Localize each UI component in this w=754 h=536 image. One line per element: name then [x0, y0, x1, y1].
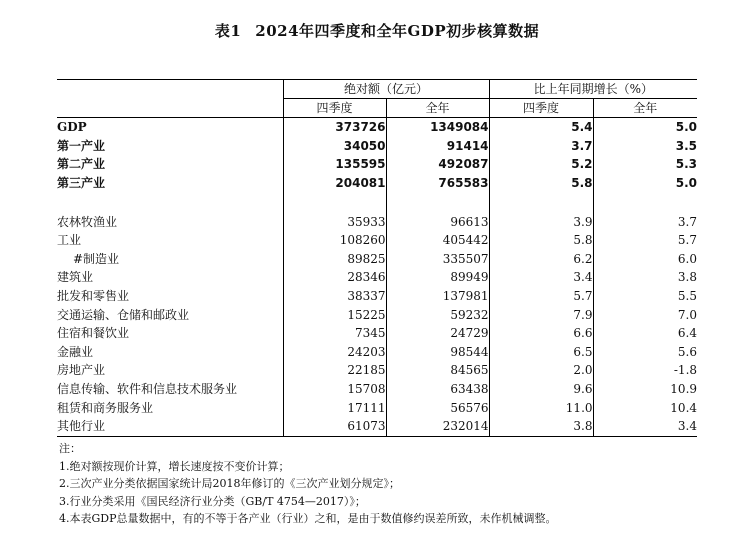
cell-growth-year: 10.4 — [593, 398, 697, 417]
cell-abs-q4: 135595 — [283, 155, 386, 174]
note-3: 3.行业分类采用《国民经济行业分类（GB/T 4754—2017）》； — [59, 494, 366, 508]
cell-abs-q4: 17111 — [283, 398, 386, 417]
table-row — [57, 287, 697, 306]
cell-growth-year: 5.6 — [593, 343, 697, 362]
cell-growth-year: 3.5 — [593, 137, 697, 156]
row-name: 住宿和餐饮业 — [57, 326, 130, 341]
table-row — [57, 380, 697, 399]
header-abs-year: 全年 — [386, 99, 489, 118]
cell-growth-year: 5.3 — [593, 155, 697, 174]
cell-growth-year: 7.0 — [593, 305, 697, 324]
table-row — [57, 324, 697, 343]
cell-abs-year: 84565 — [386, 361, 489, 380]
cell-abs-q4: 89825 — [283, 250, 386, 269]
header-growth-rate: 比上年同期增长（%） — [489, 80, 697, 99]
cell-growth-year: 5.7 — [593, 231, 697, 250]
table-title — [0, 20, 754, 41]
header-growth-year: 全年 — [593, 99, 697, 118]
spacer-cell — [593, 192, 697, 212]
cell-abs-year: 59232 — [386, 305, 489, 324]
note-2: 2.三次产业分类依据国家统计局2018年修订的《三次产业划分规定》； — [59, 477, 400, 490]
table-row — [57, 250, 697, 269]
cell-growth-year: 3.7 — [593, 212, 697, 231]
spacer-cell — [283, 192, 386, 212]
table-row — [57, 118, 697, 137]
header-corner-2 — [57, 99, 283, 118]
notes-label: 注： — [59, 442, 81, 455]
row-name: #制造业 — [73, 251, 120, 266]
table-row — [57, 398, 697, 417]
header-growth-q4: 四季度 — [489, 99, 593, 118]
header-abs-q4: 四季度 — [283, 99, 386, 118]
table-row — [57, 417, 697, 436]
cell-abs-year: 89949 — [386, 268, 489, 287]
cell-growth-q4: 3.9 — [489, 212, 593, 231]
table-row — [57, 305, 697, 324]
cell-growth-q4: 3.7 — [489, 137, 593, 156]
table-number: 表1 — [214, 22, 242, 40]
row-name: 农林牧渔业 — [57, 214, 118, 229]
cell-growth-q4: 5.8 — [489, 174, 593, 193]
table-row — [57, 212, 697, 231]
row-name: 建筑业 — [57, 270, 94, 285]
cell-abs-q4: 15708 — [283, 380, 386, 399]
cell-abs-year: 232014 — [386, 417, 489, 436]
cell-growth-q4: 6.5 — [489, 343, 593, 362]
table-row — [57, 361, 697, 380]
spacer-row — [57, 192, 697, 212]
cell-growth-q4: 9.6 — [489, 380, 593, 399]
cell-growth-year: 5.0 — [593, 174, 697, 193]
notes-section — [59, 440, 719, 528]
cell-growth-q4: 5.8 — [489, 231, 593, 250]
cell-growth-year: 3.8 — [593, 268, 697, 287]
cell-growth-year: 5.0 — [593, 118, 697, 137]
table-row — [57, 174, 697, 193]
cell-growth-year: 6.4 — [593, 324, 697, 343]
gdp-table — [57, 79, 697, 437]
spacer-cell — [57, 192, 283, 212]
cell-abs-q4: 204081 — [283, 174, 386, 193]
row-name: 其他行业 — [57, 417, 283, 436]
header-corner — [57, 80, 283, 99]
row-name: 第三产业 — [57, 176, 106, 191]
cell-growth-year: -1.8 — [593, 361, 697, 380]
cell-growth-q4: 5.7 — [489, 287, 593, 306]
cell-abs-q4: 28346 — [283, 268, 386, 287]
cell-abs-q4: 15225 — [283, 305, 386, 324]
row-name: 第一产业 — [57, 138, 106, 153]
cell-growth-q4: 3.8 — [489, 417, 593, 436]
cell-growth-q4: 6.6 — [489, 324, 593, 343]
cell-abs-year: 492087 — [386, 155, 489, 174]
table-title-text: 2024年四季度和全年GDP初步核算数据 — [255, 22, 540, 40]
row-name: 房地产业 — [57, 363, 106, 378]
row-name: 租赁和商务服务业 — [57, 400, 154, 415]
cell-abs-q4: 38337 — [283, 287, 386, 306]
row-name: 批发和零售业 — [57, 289, 130, 304]
cell-growth-q4: 7.9 — [489, 305, 593, 324]
cell-abs-year: 56576 — [386, 398, 489, 417]
cell-growth-year: 6.0 — [593, 250, 697, 269]
spacer-cell — [386, 192, 489, 212]
row-name: GDP — [57, 120, 87, 135]
cell-growth-q4: 11.0 — [489, 398, 593, 417]
cell-abs-year: 335507 — [386, 250, 489, 269]
cell-abs-year: 96613 — [386, 212, 489, 231]
row-name: 交通运输、仓储和邮政业 — [57, 307, 190, 322]
header-row-periods — [57, 99, 697, 118]
cell-abs-year: 98544 — [386, 343, 489, 362]
cell-abs-q4: 108260 — [283, 231, 386, 250]
table-row — [57, 343, 697, 362]
cell-abs-year: 63438 — [386, 380, 489, 399]
cell-growth-year: 10.9 — [593, 380, 697, 399]
cell-growth-q4: 3.4 — [489, 268, 593, 287]
row-name: 工业 — [57, 233, 82, 248]
cell-abs-year: 24729 — [386, 324, 489, 343]
cell-abs-q4: 35933 — [283, 212, 386, 231]
cell-abs-q4: 24203 — [283, 343, 386, 362]
header-row-groups — [57, 80, 697, 99]
row-name: 金融业 — [57, 344, 94, 359]
note-1: 1.绝对额按现价计算，增长速度按不变价计算； — [59, 459, 290, 473]
cell-abs-q4: 373726 — [283, 118, 386, 137]
row-name: 第二产业 — [57, 157, 106, 172]
table-row — [57, 231, 697, 250]
spacer-cell — [489, 192, 593, 212]
table-row — [57, 155, 697, 174]
cell-growth-q4: 2.0 — [489, 361, 593, 380]
cell-abs-year: 405442 — [386, 231, 489, 250]
header-absolute-amount: 绝对额（亿元） — [283, 80, 489, 99]
cell-abs-year: 137981 — [386, 287, 489, 306]
cell-growth-q4: 6.2 — [489, 250, 593, 269]
cell-growth-year: 5.5 — [593, 287, 697, 306]
row-name: 信息传输、软件和信息技术服务业 — [57, 382, 238, 397]
cell-growth-q4: 5.4 — [489, 118, 593, 137]
cell-abs-q4: 7345 — [283, 324, 386, 343]
table-row — [57, 268, 697, 287]
cell-abs-q4: 61073 — [283, 417, 386, 436]
cell-abs-year: 765583 — [386, 174, 489, 193]
cell-abs-year: 1349084 — [386, 118, 489, 137]
cell-growth-q4: 5.2 — [489, 155, 593, 174]
note-4: 4.本表GDP总量数据中，有的不等于各产业（行业）之和，是由于数值修约误差所致，未作机械调整。 — [59, 512, 557, 525]
cell-growth-year: 3.4 — [593, 417, 697, 436]
cell-abs-q4: 22185 — [283, 361, 386, 380]
cell-abs-q4: 34050 — [283, 137, 386, 156]
table-row — [57, 137, 697, 156]
cell-abs-year: 91414 — [386, 137, 489, 156]
